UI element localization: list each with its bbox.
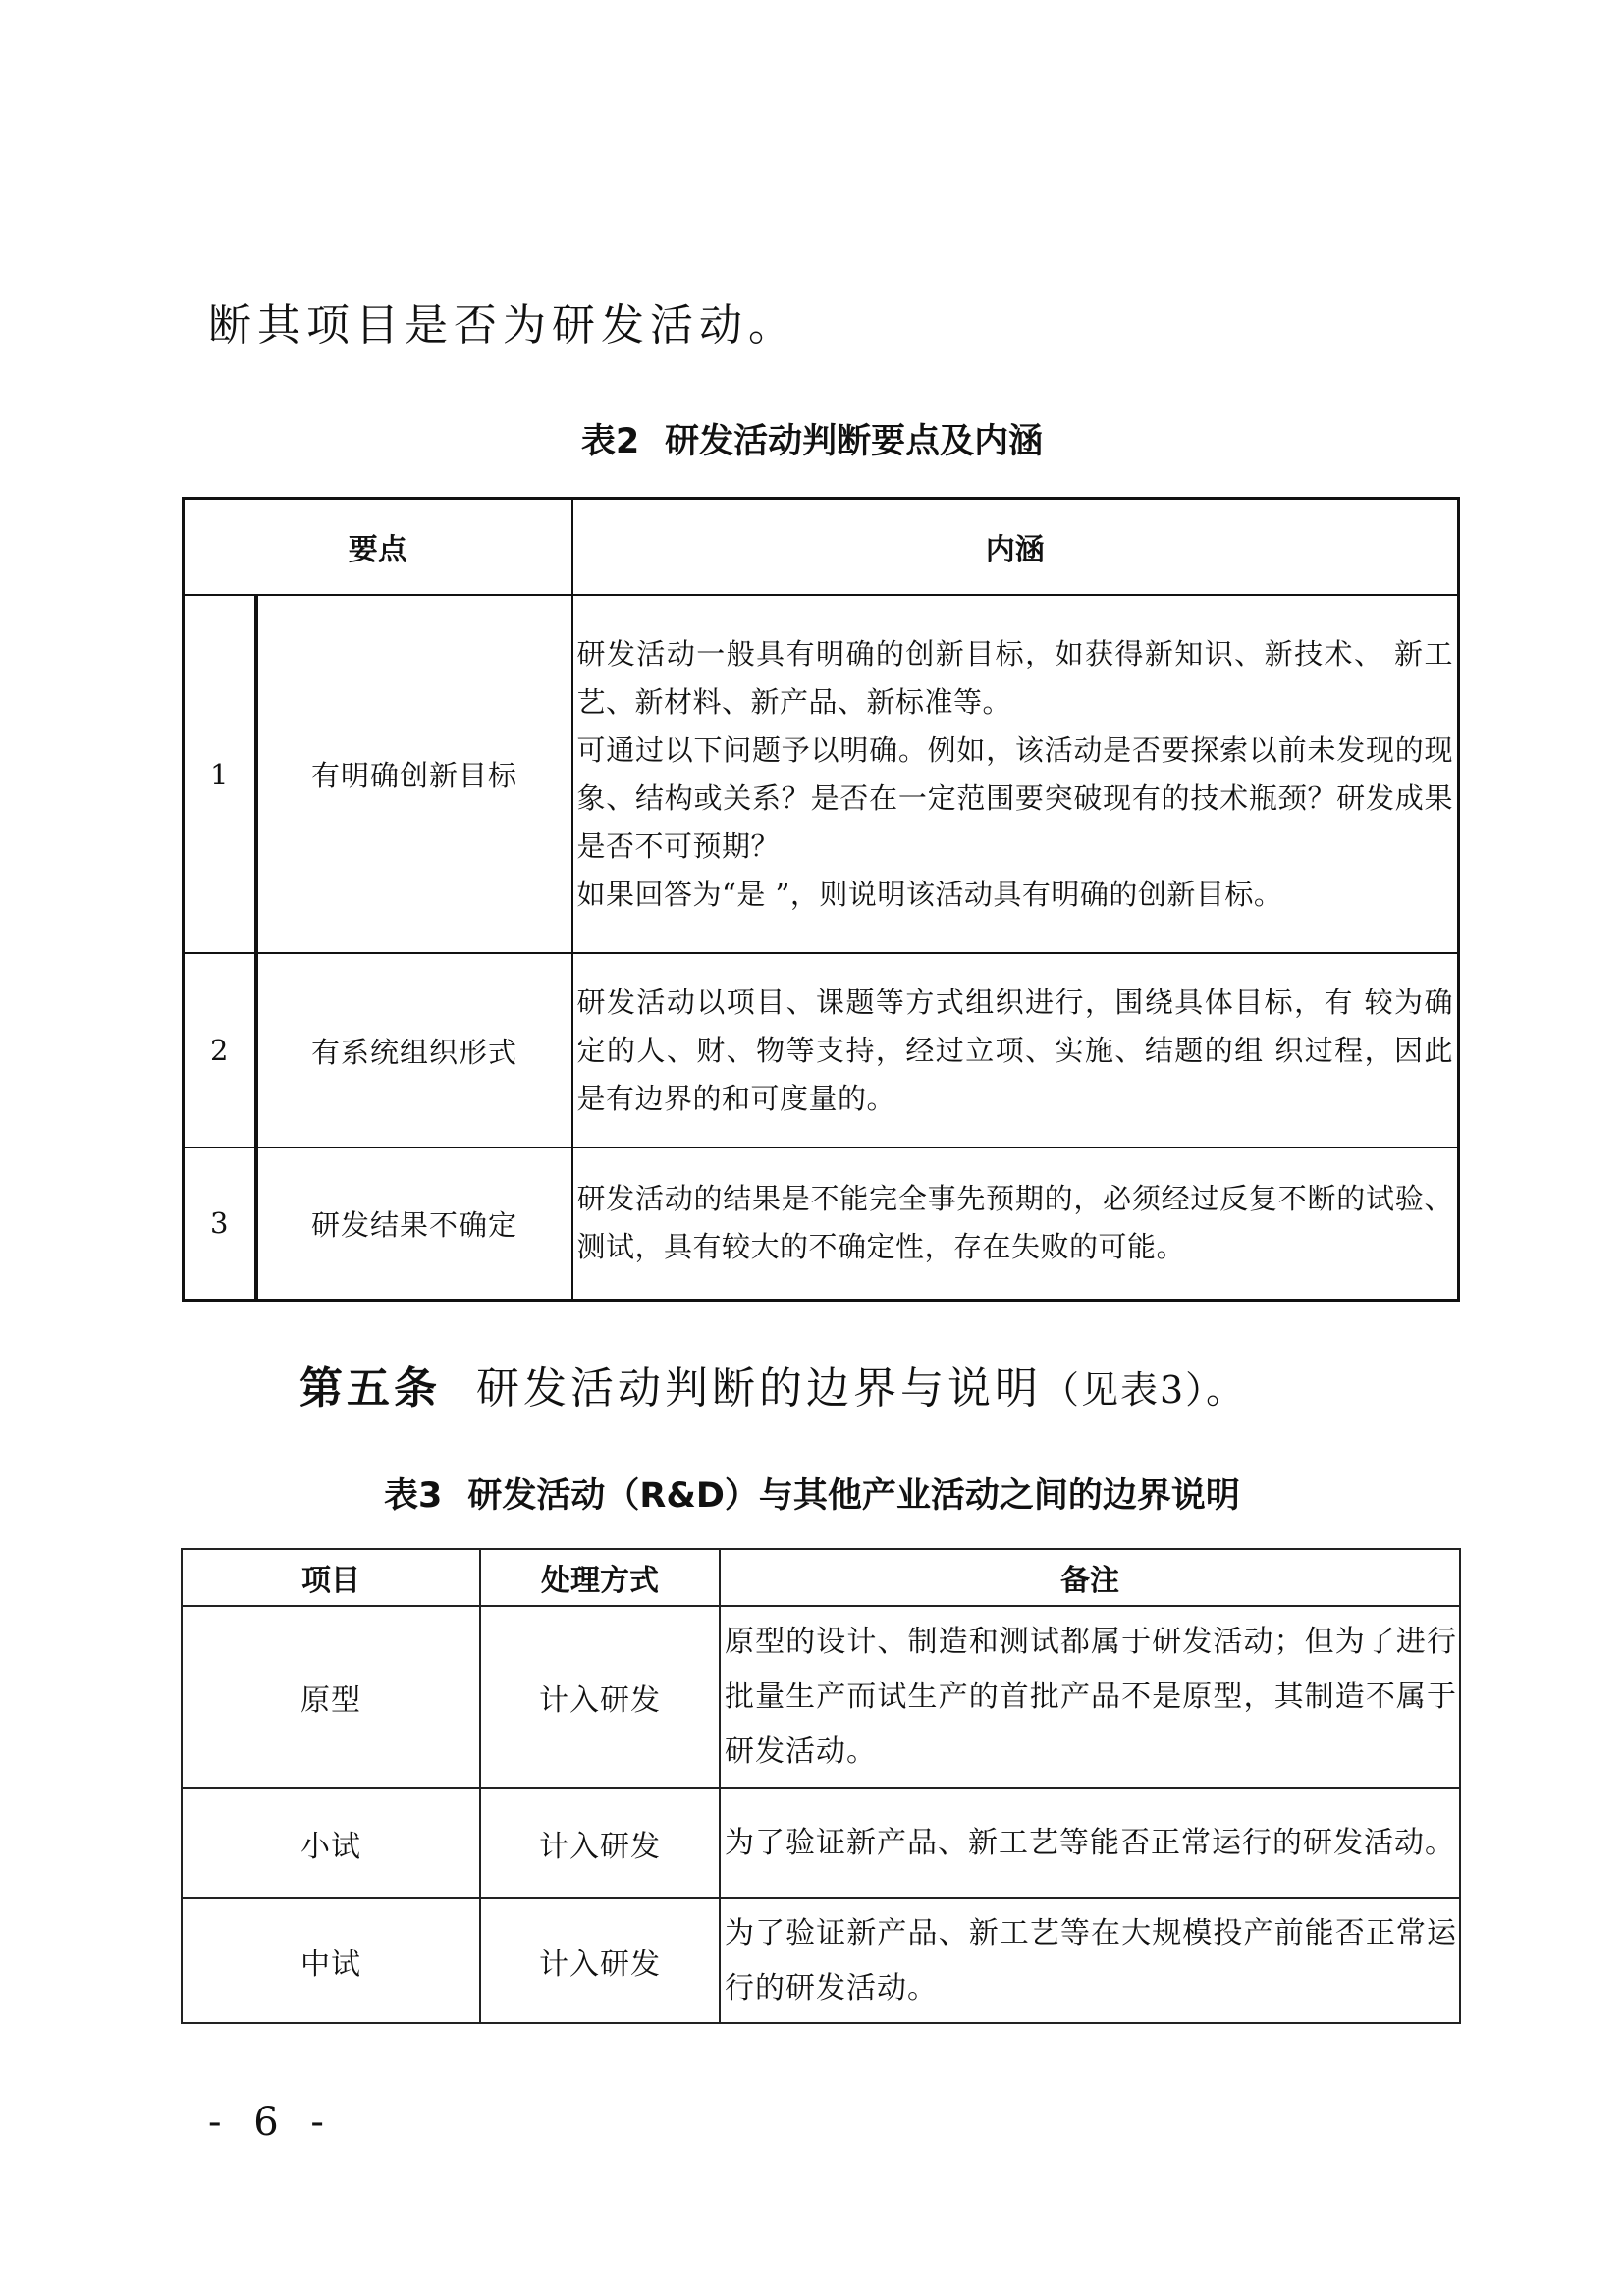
content-paragraph: 如果回答为“是 ”，则说明该活动具有明确的创新目标。	[576, 877, 1283, 911]
table2-caption	[0, 417, 1624, 466]
table3-caption-number: 表3	[384, 1476, 443, 1516]
table3-header-row	[182, 1549, 1460, 1606]
table-row	[182, 1788, 1460, 1898]
table3-caption-title: 研发活动（R&D）与其他产业活动之间的边界说明	[467, 1476, 1240, 1516]
table2-header-row	[184, 499, 1459, 596]
table3-row-item: 小试	[182, 1788, 480, 1898]
content-paragraph: 研发活动以项目、课题等方式组织进行，围绕具体目标，有 较为确定的人、财、物等支持，经过立项、实施、结题的组 织过程，因此是有边界的和可度量的。	[576, 985, 1453, 1115]
table3-row-item: 中试	[182, 1898, 480, 2023]
table2-row-point: 有明确创新目标	[256, 595, 572, 953]
table2-caption-title: 研发活动判断要点及内涵	[665, 422, 1044, 461]
table2-row-content	[572, 953, 1459, 1148]
table2-row-number: 3	[184, 1148, 256, 1300]
article-5	[299, 1360, 1245, 1419]
table2-row-number: 1	[184, 595, 256, 953]
content-paragraph: 可通过以下问题予以明确。例如，该活动是否要探索以前未发现的现象、结构或关系？是否在一定范围要突破现有的技术瓶颈？研发成果是否不可预期？	[576, 732, 1453, 863]
table-row	[182, 1898, 1460, 2023]
lead-text: 断其项目是否为研发活动。	[208, 300, 797, 350]
table3-header-method: 处理方式	[480, 1549, 720, 1606]
table-row	[184, 953, 1459, 1148]
table3-row-note: 为了验证新产品、新工艺等能否正常运行的研发活动。	[720, 1788, 1460, 1898]
table2-row-content	[572, 595, 1459, 953]
table2-header-point: 要点	[184, 499, 572, 596]
table-row	[182, 1606, 1460, 1788]
table3-header-note: 备注	[720, 1549, 1460, 1606]
table3-row-note: 原型的设计、制造和测试都属于研发活动；但为了进行批量生产而试生产的首批产品不是原型，其制造不属于研发活动。	[720, 1606, 1460, 1788]
table2-header-content: 内涵	[572, 499, 1459, 596]
table-row	[184, 1148, 1459, 1300]
table3-row-method: 计入研发	[480, 1898, 720, 2023]
table3-header-item: 项目	[182, 1549, 480, 1606]
table3-row-method: 计入研发	[480, 1606, 720, 1788]
table2-row-point: 有系统组织形式	[256, 953, 572, 1148]
content-paragraph: 研发活动的结果是不能完全事先预期的，必须经过反复不断的试验、测试，具有较大的不确定性，存在失败的可能。	[576, 1182, 1453, 1264]
table2-caption-number: 表2	[580, 422, 640, 461]
table3	[181, 1548, 1461, 2024]
table2-row-content	[572, 1148, 1459, 1300]
table3-row-note: 为了验证新产品、新工艺等在大规模投产前能否正常运行的研发活动。	[720, 1898, 1460, 2023]
table3-caption	[0, 1471, 1624, 1521]
article-reference: （见表3）。	[1042, 1368, 1246, 1412]
article-text: 研发活动判断的边界与说明	[476, 1363, 1042, 1414]
page-number: - 6 -	[208, 2100, 334, 2145]
table3-row-item: 原型	[182, 1606, 480, 1788]
content-paragraph: 研发活动一般具有明确的创新目标，如获得新知识、新技术、 新工艺、新材料、新产品、新标准等。	[576, 636, 1453, 719]
table3-row-method: 计入研发	[480, 1788, 720, 1898]
article-title: 第五条	[299, 1363, 441, 1414]
table2	[182, 497, 1460, 1302]
table2-row-point: 研发结果不确定	[256, 1148, 572, 1300]
table2-row-number: 2	[184, 953, 256, 1148]
table-row	[184, 595, 1459, 953]
